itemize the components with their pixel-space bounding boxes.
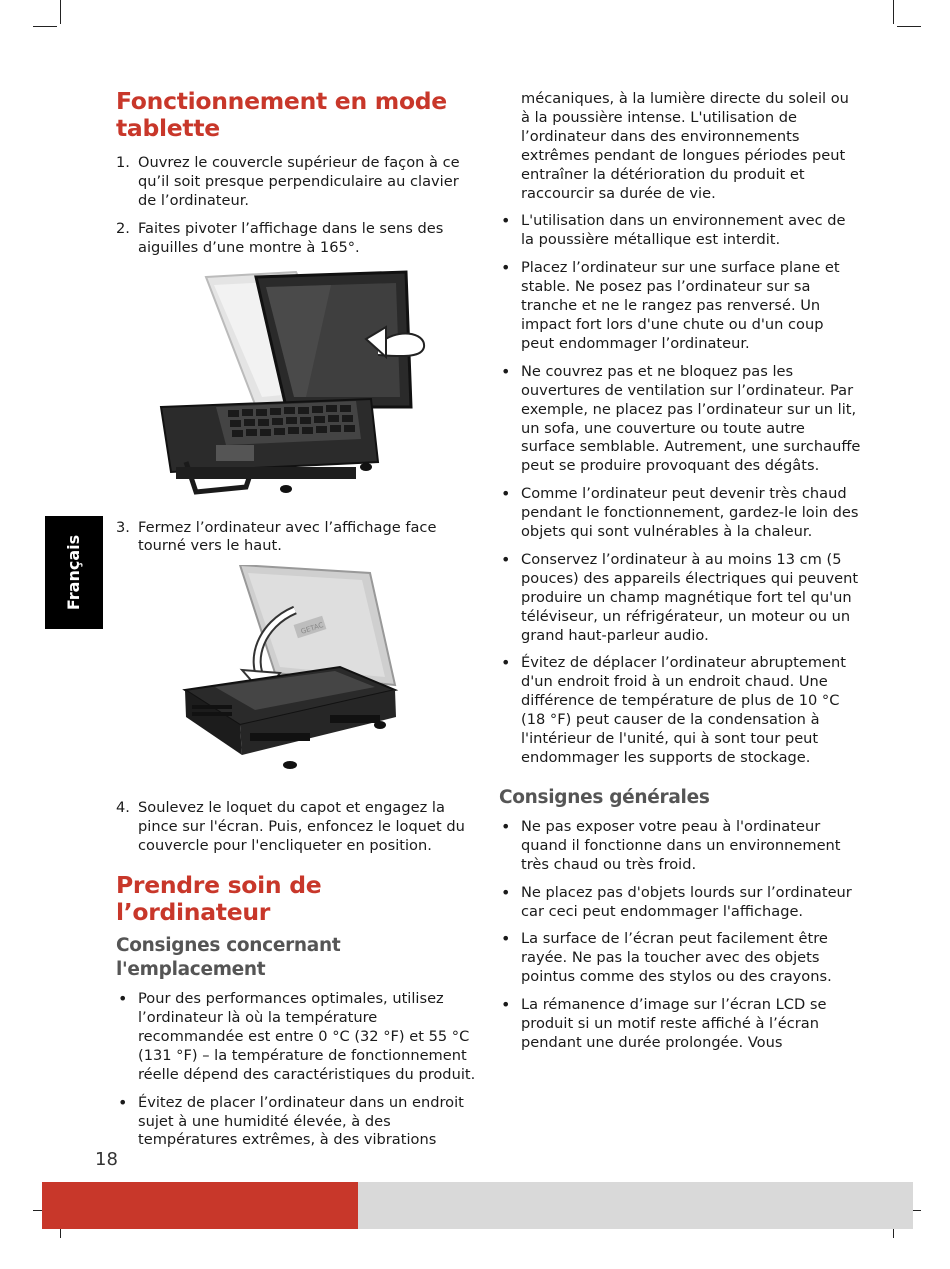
- step-number: 2.: [116, 219, 130, 237]
- page-number: 18: [95, 1149, 118, 1170]
- tablet-mode-heading: Fonctionnement en mode tablette: [116, 87, 447, 142]
- bullet-item: [499, 818, 861, 875]
- step-item: [116, 154, 476, 211]
- bullet-dot: •: [501, 484, 511, 504]
- bullet-text: Conservez l’ordinateur à au moins 13 cm (5 pouces) des appareils électriques qui peuvent produire un champ magnétique fort tel qu'un téléviseur, un réfrigérateur, un moteur ou un grand haut-parleur audio.: [521, 550, 859, 644]
- step-item: [116, 519, 476, 557]
- placement-heading: Consignes concernant l'emplacement: [116, 935, 341, 981]
- bullet-text: Ne pas exposer votre peau à l'ordinateur quand il fonctionne dans un environnement très chaud ou très froid.: [521, 817, 841, 873]
- step-number: 3.: [116, 518, 130, 536]
- bullet-item: [116, 1094, 476, 1151]
- footer-gray-bar: [358, 1182, 913, 1229]
- bullet-text: L'utilisation dans un environnement avec de la poussière métallique est interdit.: [521, 212, 846, 249]
- crop-mark: [897, 26, 921, 27]
- crop-mark: [33, 26, 57, 27]
- bullet-item: [499, 259, 861, 354]
- bullet-dot: •: [501, 258, 511, 278]
- step-text: Faites pivoter l’affichage dans le sens des aiguilles d’une montre à 165°.: [138, 219, 444, 256]
- bullet-dot: •: [501, 882, 511, 902]
- bullet-item: [499, 654, 861, 767]
- bullet-item: [499, 996, 861, 1053]
- bullet-text: Pour des performances optimales, utilisez l’ordinateur là où la température recommandée est entre 0 °C (32 °F) et 55 °C (131 °F) – la température de fonctionnement réelle dépend des caractéristiques du produit.: [138, 990, 476, 1083]
- bullet-text: Évitez de placer l’ordinateur dans un endroit sujet à une humidité élevée, à des températures extrêmes, à des vibrations: [138, 1093, 464, 1149]
- language-tab-label: Français: [64, 534, 84, 611]
- right-column: [499, 90, 861, 1062]
- getac-logo: GETAC: [299, 621, 325, 637]
- step-text: Soulevez le loquet du capot et engagez la pince sur l'écran. Puis, enfoncez le loquet du couvercle pour l'encliqueter en position.: [138, 799, 465, 855]
- bullet-dot: •: [118, 1092, 128, 1112]
- bullet-dot: •: [501, 361, 511, 381]
- bullet-text: Évitez de déplacer l’ordinateur abruptement d'un endroit froid à un endroit chaud. Une différence de température de plus de 10 °C (18 °F) peut causer de la condensation à l'intérieur de l'unité, qui à sont tour peut endommager les supports de stockage.: [521, 654, 846, 766]
- footer-red-bar: [42, 1182, 358, 1229]
- bullet-dot: •: [501, 929, 511, 949]
- crop-mark: [60, 0, 61, 24]
- care-heading: Prendre soin de l’ordinateur: [116, 871, 322, 927]
- bullet-item: [499, 363, 861, 476]
- general-heading: Consignes générales: [499, 786, 710, 808]
- bullet-dot: •: [501, 549, 511, 569]
- bullet-text: Placez l’ordinateur sur une surface plane et stable. Ne posez pas l’ordinateur sur sa tranche et ne le rangez pas renversé. Un impact fort lors d'une chute ou d'un coup peut endommager l’ordinateur.: [521, 259, 840, 352]
- bullet-item: [499, 212, 861, 250]
- step-text: Fermez l’ordinateur avec l’affichage face tourné vers le haut.: [138, 518, 437, 555]
- step-number: 4.: [116, 799, 130, 817]
- left-column: [116, 88, 476, 1159]
- bullet-text: Ne couvrez pas et ne bloquez pas les ouvertures de ventilation sur l’ordinateur. Par exemple, ne placez pas l’ordinateur sur un lit, un sofa, une couverture ou toute autre surface semblable. Autrement, une surchauffe peut se produire provoquant des dégâts.: [521, 362, 861, 475]
- laptop-rotate-illustration: [156, 267, 476, 509]
- bullet-text: Comme l’ordinateur peut devenir très chaud pendant le fonctionnement, gardez-le loin des objets qui sont vulnérables à la chaleur.: [521, 485, 859, 541]
- bullet-dot: •: [501, 995, 511, 1015]
- bullet-text: Ne placez pas d'objets lourds sur l’ordinateur car ceci peut endommager l'affichage.: [521, 883, 852, 920]
- bullet-item: [499, 930, 861, 987]
- bullet-item: [499, 884, 861, 922]
- continuation-paragraph: mécaniques, à la lumière directe du soleil ou à la poussière intense. L'utilisation de l’ordinateur dans des environnements extrêmes pendant de longues périodes peut entraîner la détérioration du produit et raccourcir sa durée de vie.: [521, 90, 849, 202]
- laptop-close-illustration: [180, 565, 476, 789]
- laptop-close-icon: [180, 565, 410, 787]
- step-item: [116, 220, 476, 258]
- bullet-dot: •: [118, 989, 128, 1009]
- step-item: [116, 799, 476, 856]
- crop-mark: [893, 0, 894, 24]
- bullet-item: [116, 990, 476, 1085]
- language-tab: [45, 516, 103, 629]
- bullet-dot: •: [501, 653, 511, 673]
- bullet-dot: •: [501, 816, 511, 836]
- bullet-item: [499, 485, 861, 542]
- step-text: Ouvrez le couvercle supérieur de façon à ce qu’il soit presque perpendiculaire au clavier de l’ordinateur.: [138, 154, 460, 209]
- bullet-text: La surface de l’écran peut facilement être rayée. Ne pas la toucher avec des objets pointus comme des stylos ou des crayons.: [521, 930, 832, 986]
- laptop-rotate-icon: [156, 267, 436, 507]
- bullet-item: [499, 551, 861, 646]
- bullet-dot: •: [501, 211, 511, 231]
- bullet-text: La rémanence d’image sur l’écran LCD se produit si un motif reste affiché à l’écran pendant une durée prolongée. Vous: [521, 996, 827, 1051]
- step-number: 1.: [116, 154, 130, 171]
